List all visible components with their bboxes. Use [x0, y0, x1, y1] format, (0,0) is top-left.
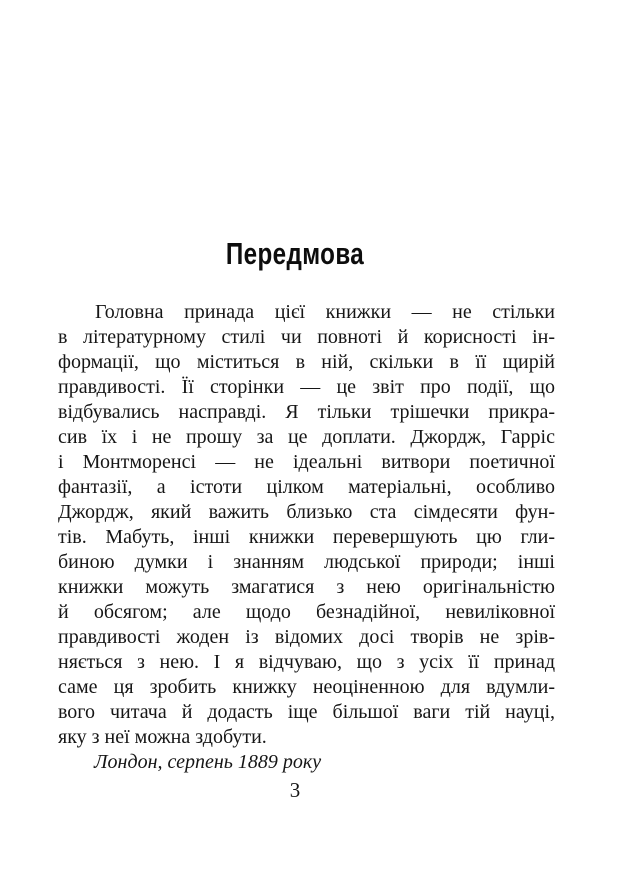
paragraph-line: і Монтморенсі — не ідеальні витвори поетичної [58, 451, 555, 473]
paragraph-line: няється з нею. І я відчуваю, що з усіх її принад [58, 651, 555, 673]
signature-line: Лондон, серпень 1889 року [94, 751, 322, 773]
paragraph-line: Джордж, який важить близько ста сімдесяти фун- [58, 501, 555, 523]
paragraph-line: вого читача й додасть іще більшої ваги тій науці, [58, 701, 555, 723]
paragraph-line: биною думки і знанням людської природи; інші [58, 551, 555, 573]
paragraph-line: правдивості жоден із відомих досі творів не зрів- [58, 626, 555, 648]
preface-paragraph [58, 300, 555, 775]
paragraph-line: тів. Мабуть, інші книжки перевершують цю гли- [58, 526, 555, 548]
paragraph-line: відбувались насправді. Я тільки трішечки прикра- [58, 401, 555, 423]
chapter-title: Передмова [225, 236, 365, 271]
paragraph-line: формації, що міститься в ній, скільки в її щирій [58, 351, 555, 373]
paragraph-line: в літературному стилі чи повноті й корисності ін- [58, 326, 555, 348]
paragraph-line: сив їх і не прошу за це доплати. Джордж, Гарріс [58, 426, 555, 448]
paragraph-line: яку з неї можна здобути. [58, 726, 267, 748]
paragraph-line: книжки можуть змагатися з нею оригінальністю [58, 576, 555, 598]
page-number: 3 [289, 778, 301, 802]
paragraph-line: й обсягом; але щодо безнадійної, невиліковної [58, 601, 555, 623]
paragraph-line: правдивості. Її сторінки — це звіт про події, що [58, 376, 555, 398]
paragraph-line: фантазії, а істоти цілком матеріальні, особливо [58, 476, 555, 498]
paragraph-line: Головна принада цієї книжки — не стільки [95, 301, 555, 323]
paragraph-line: саме ця зробить книжку неоціненною для вдумли- [58, 676, 555, 698]
